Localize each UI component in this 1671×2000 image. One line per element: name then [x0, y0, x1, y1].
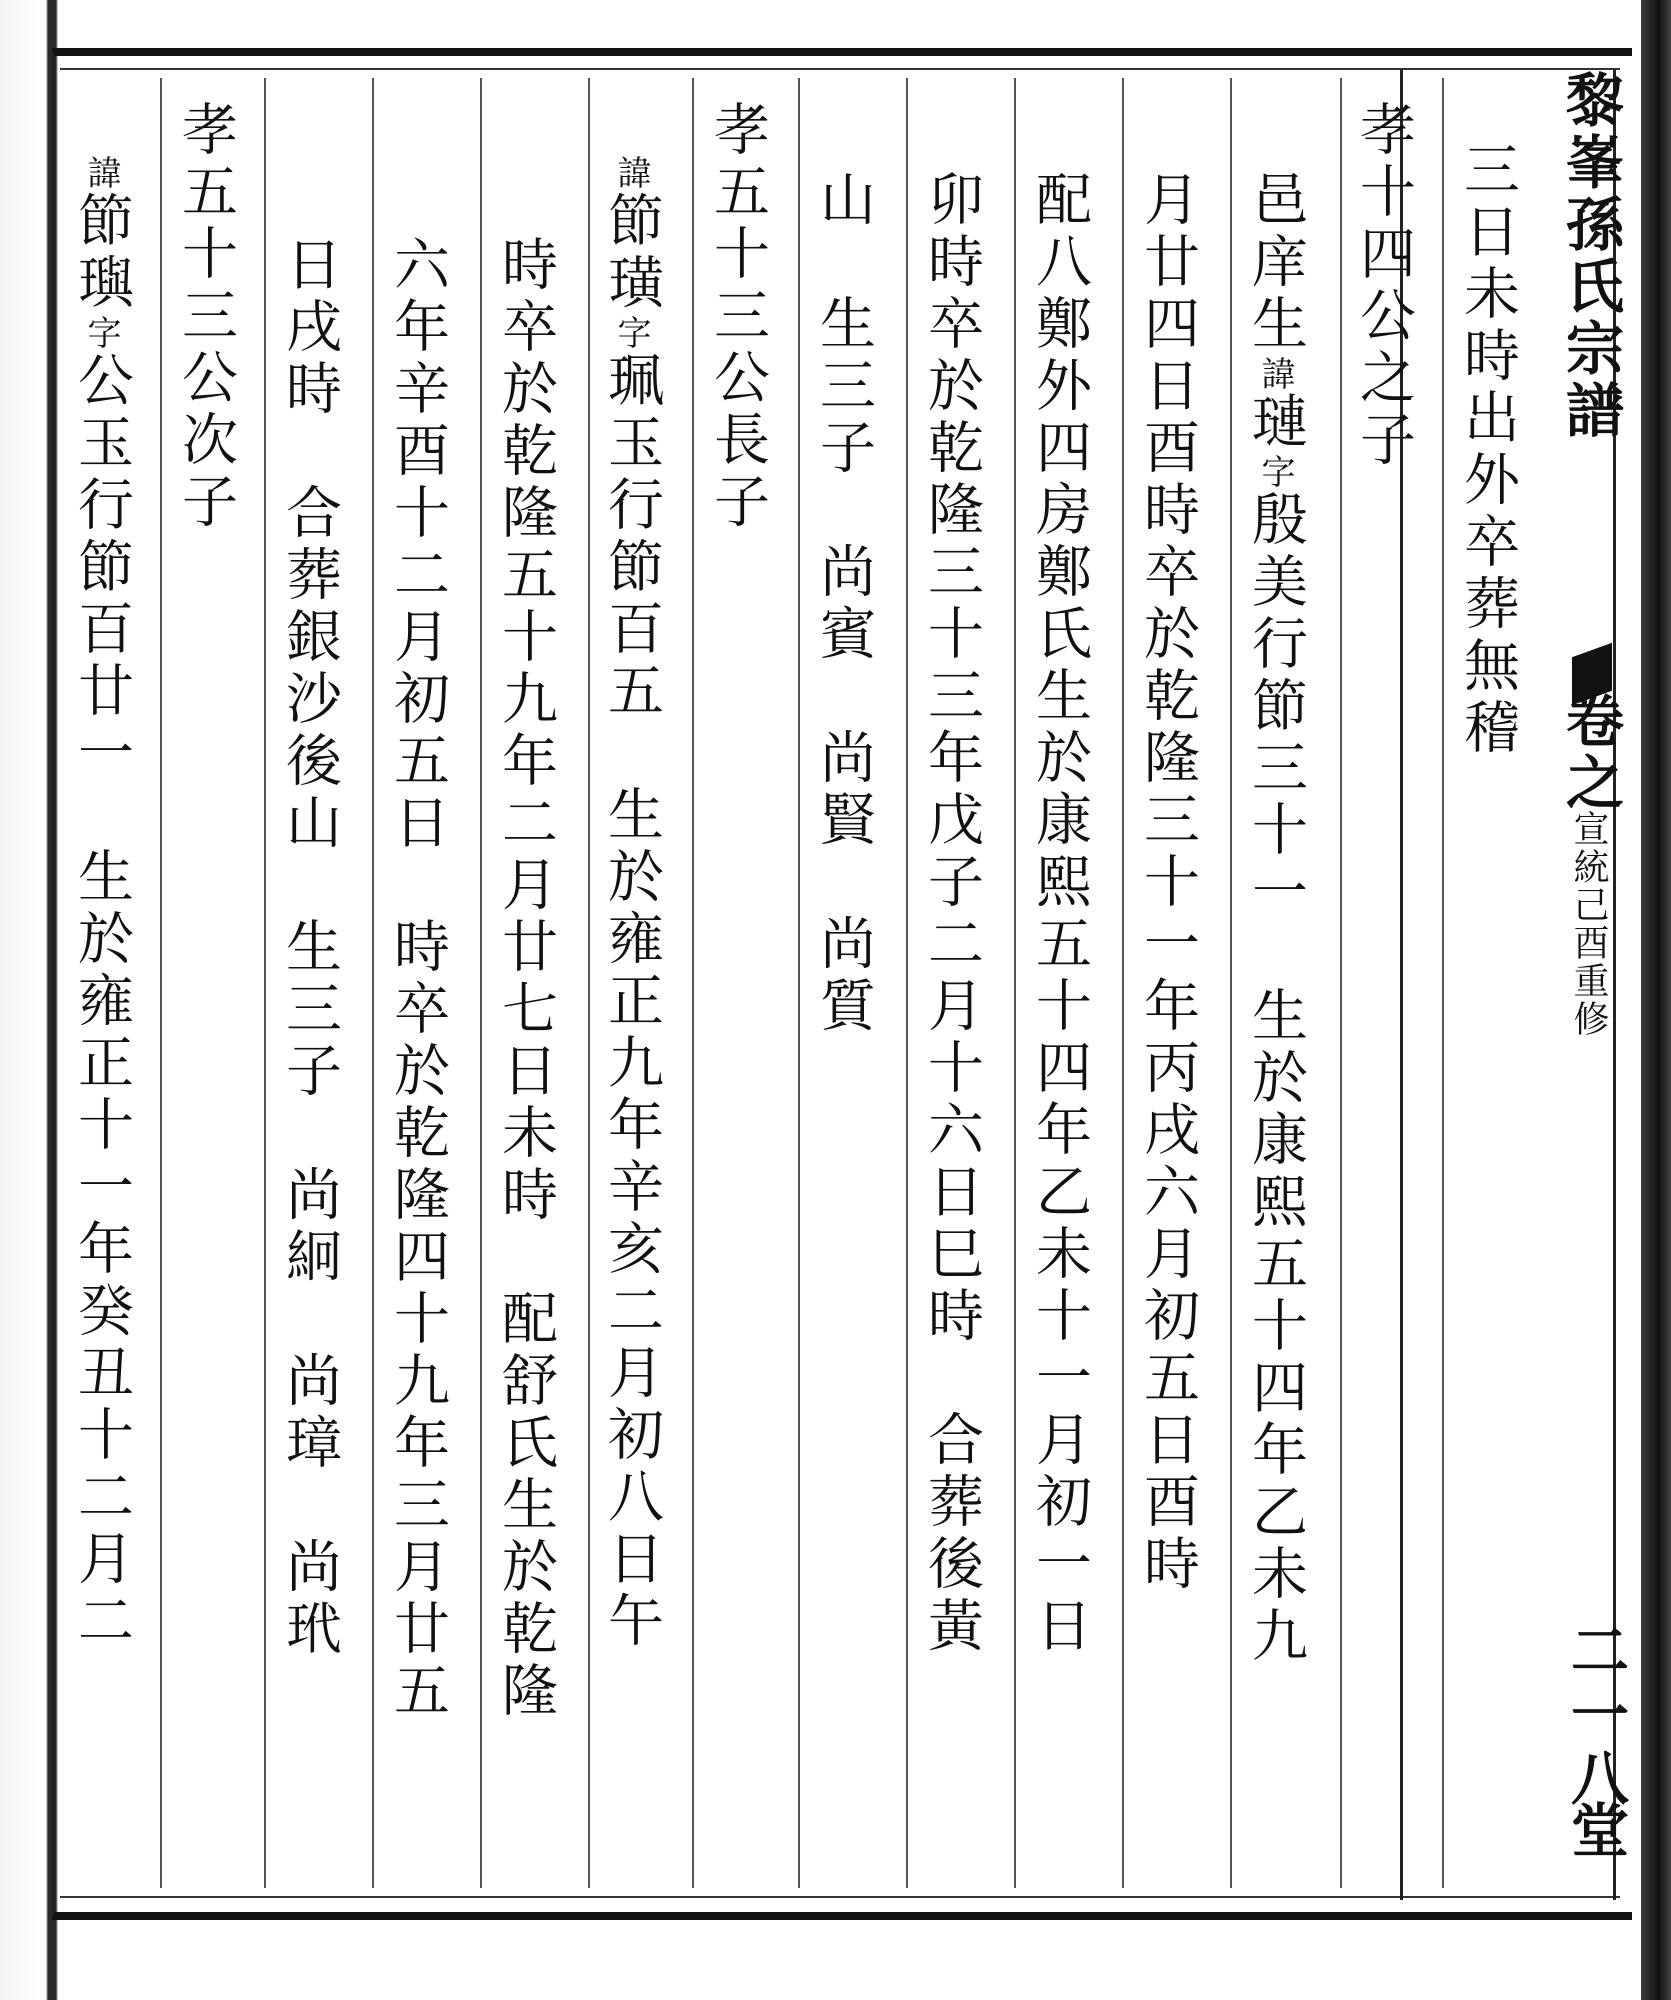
text-column-2-heading: 孝十四公之子 [1351, 100, 1416, 472]
record-text: 殷美行節三十一 生於康熙五十四年乙未九 [1243, 490, 1308, 1668]
text-column-7: 山 生三子 尚賓 尚賢 尚質 [811, 170, 876, 1038]
courtesy-name-marker: 字 [81, 315, 121, 351]
taboo-name-marker: 諱 [81, 155, 121, 191]
text-column-9 [600, 155, 662, 1653]
page-number: 二一八 [1561, 1620, 1629, 1812]
courtesy-name-marker: 字 [1255, 454, 1295, 490]
taboo-name-marker: 諱 [611, 155, 651, 191]
text-column-14 [70, 155, 132, 1653]
genealogy-title: 黎峯孫氏宗譜 [1556, 70, 1624, 442]
given-name: 節璜 [599, 191, 664, 315]
courtesy-name-marker: 字 [611, 315, 651, 351]
column-rule [480, 78, 482, 1888]
column-rule [372, 78, 374, 1888]
column-rule [1230, 78, 1232, 1888]
given-name: 節璵 [69, 191, 134, 315]
text-column-4: 月廿四日酉時卒於乾隆三十一年丙戌六月初五日酉時 [1135, 170, 1200, 1596]
column-rule [588, 78, 590, 1888]
text-column-8-heading: 孝五十三公長子 [705, 100, 770, 534]
column-rule [1340, 78, 1342, 1888]
text-column-12: 日戌時 合葬銀沙後山 生三子 尚絅 尚璋 尚玳 [277, 235, 342, 1661]
text-column-10: 時卒於乾隆五十九年二月廿七日未時 配舒氏生於乾隆 [493, 235, 558, 1723]
text-column-5: 配八鄭外四房鄭氏生於康熙五十四年乙未十一月初一日 [1027, 170, 1092, 1658]
left-binding-edge [0, 0, 60, 2000]
frame-inner-top-rule [60, 68, 1620, 70]
right-page-edge [1641, 0, 1671, 2000]
column-rule [1122, 78, 1124, 1888]
column-rule [798, 78, 800, 1888]
text-column-11: 六年辛酉十二月初五日 時卒於乾隆四十九年三月廿五 [385, 235, 450, 1723]
column-rule [264, 78, 266, 1888]
volume-label: 卷之 [1556, 690, 1624, 814]
record-text: 珮玉行節百五 生於雍正九年辛亥二月初八日午 [599, 351, 664, 1653]
frame-inner-bottom-rule [60, 1896, 1620, 1898]
given-name: 璉 [1243, 392, 1308, 454]
edition-note: 宣統己酉重修 [1568, 810, 1609, 1038]
text-column-13-heading: 孝五十三公次子 [173, 100, 238, 534]
column-rule [692, 78, 694, 1888]
text-column-3 [1244, 170, 1306, 1668]
taboo-name-marker: 諱 [1255, 356, 1295, 392]
rank-title: 邑庠生 [1243, 170, 1308, 356]
text-column-6: 卯時卒於乾隆三十三年戊子二月十六日巳時 合葬後黃 [919, 170, 984, 1658]
hall-name: 堂 [1561, 1800, 1629, 1864]
text-column-1: 三日未時出外卒葬無稽 [1455, 140, 1520, 760]
column-rule [906, 78, 908, 1888]
column-rule [160, 78, 162, 1888]
column-rule [1442, 78, 1444, 1888]
record-text: 公玉行節百廿一 生於雍正十一年癸丑十二月二 [69, 351, 134, 1653]
column-rule [1014, 78, 1016, 1888]
